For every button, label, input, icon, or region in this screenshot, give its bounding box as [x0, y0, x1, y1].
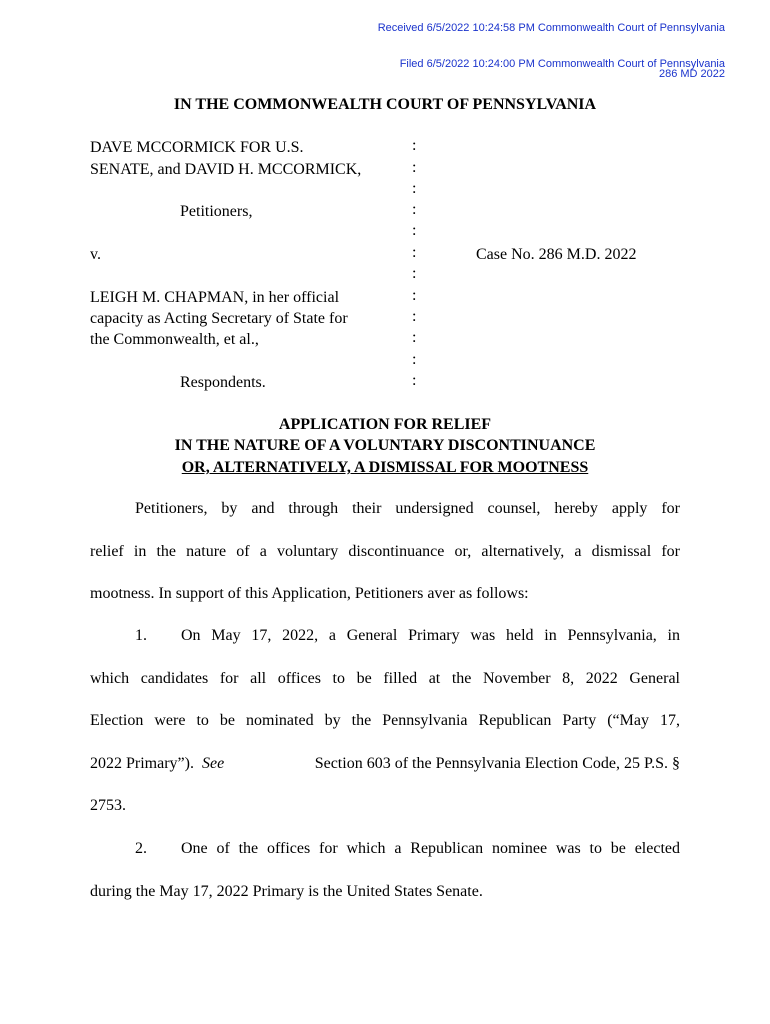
application-title-line2: IN THE NATURE OF A VOLUNTARY DISCONTINUANCE [174, 437, 596, 454]
paragraph-1-line2: which candidates for all offices to be filled at the November 8, 2022 General [90, 670, 680, 687]
caption-colon: : [412, 372, 417, 389]
paragraph-1-line4 [90, 755, 680, 773]
received-stamp: Received 6/5/2022 10:24:58 PM Commonwealth Court of Pennsylvania [377, 22, 725, 34]
respondent-name-line1: LEIGH M. CHAPMAN, in her official [90, 289, 340, 306]
see-signal: See [201, 755, 225, 772]
caption-colon: : [412, 222, 417, 239]
caption-colon: : [412, 329, 417, 346]
paragraph-1-number: 1. [135, 627, 147, 644]
respondent-name-line2: capacity as Acting Secretary of State for [90, 310, 348, 327]
filed-stamp: Filed 6/5/2022 10:24:00 PM Commonwealth Court of Pennsylvania [399, 58, 725, 70]
paragraph-1-line5: 2753. [90, 797, 126, 814]
versus: v. [90, 246, 101, 263]
paragraph-2-line2: during the May 17, 2022 Primary is the United States Senate. [90, 883, 483, 900]
application-title-line1: APPLICATION FOR RELIEF [278, 416, 492, 433]
petitioner-name-line2: SENATE, and DAVID H. MCCORMICK, [90, 161, 362, 178]
petitioner-name-line1: DAVE MCCORMICK FOR U.S. [90, 139, 304, 156]
caption-colon: : [412, 265, 417, 282]
caption-colon: : [412, 201, 417, 218]
intro-line2: relief in the nature of a voluntary discontinuance or, alternatively, a dismissal for [90, 543, 680, 560]
paragraph-2-number: 2. [135, 840, 147, 857]
intro-line3: mootness. In support of this Application, Petitioners aver as follows: [90, 585, 529, 602]
intro-line1: Petitioners, by and through their undersigned counsel, hereby apply for [135, 500, 680, 517]
paragraph-1-line3: Election were to be nominated by the Pennsylvania Republican Party (“May 17, [90, 712, 680, 729]
court-title: IN THE COMMONWEALTH COURT OF PENNSYLVANIA [173, 96, 597, 113]
caption-colon: : [412, 308, 417, 325]
caption-colon: : [412, 287, 417, 304]
application-title-line3-text: OR, ALTERNATIVELY, A DISMISSAL FOR MOOTNESS [181, 459, 589, 476]
respondents-label: Respondents. [180, 374, 266, 391]
paragraph-1-line4-post: Section 603 of the Pennsylvania Election Code, 25 P.S. § [314, 755, 680, 772]
petitioners-label: Petitioners, [180, 203, 253, 220]
caption-colon: : [412, 351, 417, 368]
case-number: Case No. 286 M.D. 2022 [476, 246, 637, 263]
caption-colon: : [412, 159, 417, 176]
caption-colon: : [412, 244, 417, 261]
docket-stamp: 286 MD 2022 [658, 68, 725, 80]
respondent-name-line3: the Commonwealth, et al., [90, 331, 259, 348]
paragraph-2-line1: One of the offices for which a Republican nominee was to be elected [181, 840, 680, 857]
paragraph-1-line4-pre: 2022 Primary”). [90, 755, 194, 772]
paragraph-1-line1: On May 17, 2022, a General Primary was held in Pennsylvania, in [181, 627, 680, 644]
caption-colon: : [412, 180, 417, 197]
caption-colon: : [412, 137, 417, 154]
application-title-line3 [0, 457, 770, 478]
